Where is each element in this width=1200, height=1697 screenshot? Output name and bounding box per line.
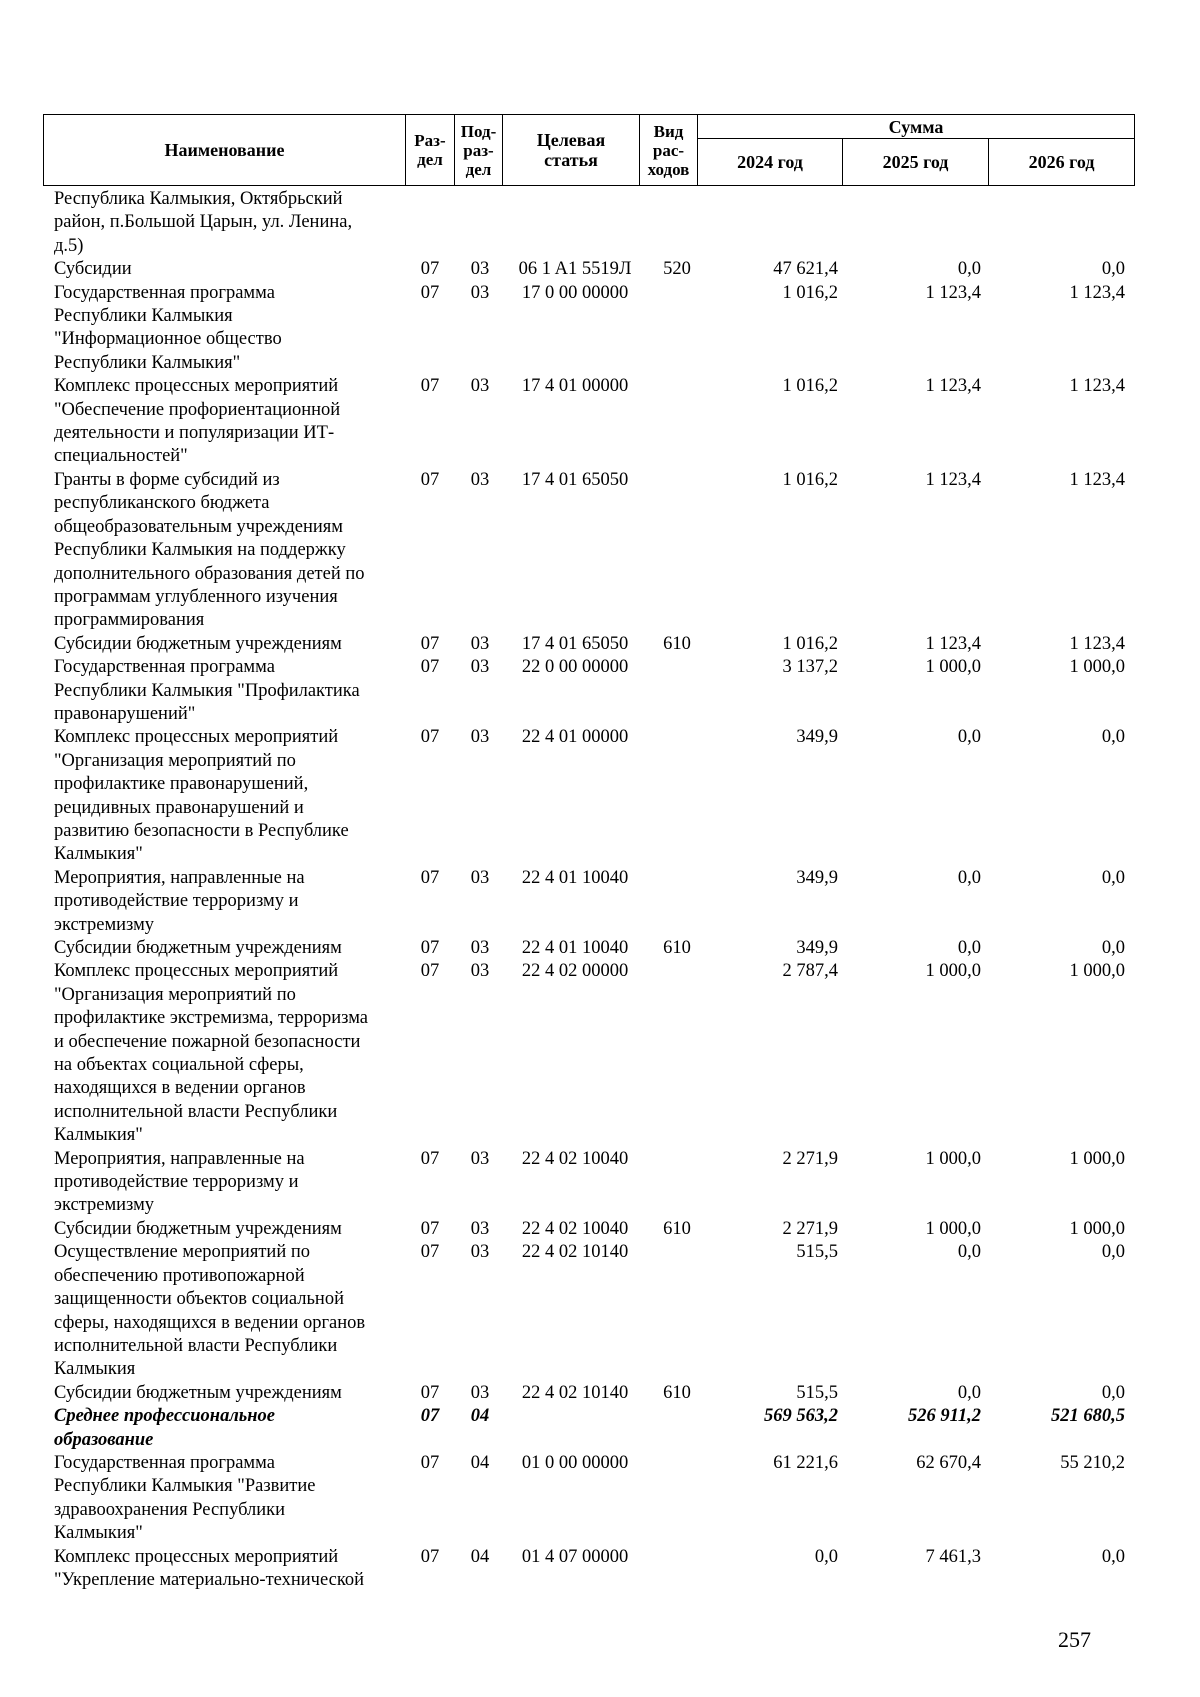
row-name-line: программам углубленного изучения [54,586,338,607]
row-name [54,1148,404,1218]
row-sum-2024: 0,0 [814,1546,838,1567]
row-podrazdel: 03 [470,657,490,678]
row-celevaya-statya: 22 4 02 10040 [521,1148,629,1169]
row-name-line: Субсидии бюджетным учреждениям [54,1382,342,1403]
row-name-line: Мероприятия, направленные на [54,1148,305,1169]
header-name: Наименование [44,115,406,186]
row-name [54,726,404,866]
row-podrazdel: 04 [470,1452,490,1473]
row-razdel: 07 [420,282,440,303]
row-name-line: "Обеспечение профориентационной [54,399,341,420]
row-sum-2025: 526 911,2 [908,1406,981,1427]
row-razdel: 07 [420,657,440,678]
row-razdel: 07 [420,961,440,982]
row-podrazdel: 03 [470,469,490,490]
table-row [0,188,1200,258]
row-name-line: экстремизму [54,914,155,935]
row-name-line: обеспечению противопожарной [54,1265,305,1286]
row-sum-2026: 1 000,0 [1069,961,1125,982]
row-sum-2025: 1 123,4 [925,633,981,654]
row-celevaya-statya: 17 4 01 65050 [521,633,629,654]
row-podrazdel: 03 [470,1242,490,1263]
table-body [0,188,1200,1592]
row-sum-2026: 1 123,4 [1069,633,1125,654]
header-2026: 2026 год [989,139,1135,186]
row-sum-2026: 1 123,4 [1069,282,1125,303]
row-vid-rashodov: 610 [663,1218,691,1239]
row-name-line: Субсидии бюджетным учреждениям [54,1218,342,1239]
row-sum-2025: 1 000,0 [925,1148,981,1169]
row-celevaya-statya: 17 4 01 00000 [521,376,629,397]
row-name-line: Республики Калмыкия [54,306,233,327]
row-podrazdel: 03 [470,961,490,982]
row-podrazdel: 03 [470,938,490,958]
row-name-line: сферы, находящихся в ведении органов [54,1312,366,1333]
row-sum-2026: 0,0 [1101,938,1125,958]
row-razdel: 07 [420,938,440,958]
row-podrazdel: 03 [470,727,490,748]
row-celevaya-statya: 22 4 02 10040 [521,1218,629,1239]
row-sum-2024: 3 137,2 [782,657,838,678]
row-sum-2025: 1 000,0 [925,961,981,982]
row-sum-2026: 0,0 [1101,1242,1125,1263]
table-row [0,1452,1200,1546]
row-sum-2026: 0,0 [1101,259,1125,280]
table-row [0,1218,1200,1241]
row-celevaya-statya: 22 4 01 10040 [521,867,629,888]
row-name [54,656,404,726]
row-name-line: дополнительного образования детей по [54,563,365,584]
row-name-line: Комплекс процессных мероприятий [54,1546,339,1567]
row-sum-2025: 62 670,4 [916,1452,981,1473]
row-razdel: 07 [420,259,440,280]
row-name-line: рецидивных правонарушений и [54,797,304,818]
row-name [54,1218,404,1241]
row-name-line: деятельности и популяризации ИТ- [54,423,335,444]
row-podrazdel: 03 [470,1148,490,1169]
row-name-line: исполнительной власти Республики [54,1101,338,1122]
row-sum-2026: 1 123,4 [1069,469,1125,490]
row-name-line: образование [54,1429,154,1450]
row-celevaya-statya: 01 4 07 00000 [521,1546,629,1567]
row-sum-2025: 1 000,0 [925,1218,981,1239]
table-header [43,114,1135,186]
row-name-line: Среднее профессиональное [54,1406,275,1427]
row-name-line: Республики Калмыкия "Профилактика [54,680,360,701]
row-celevaya-statya: 01 0 00 00000 [521,1452,629,1473]
header-celevaya-statya: Целевая статья [503,115,640,186]
header-razdel: Раз- дел [406,115,455,186]
row-name-line: "Укрепление материально-технической [54,1569,365,1590]
row-name-line: развитию безопасности в Республике [54,820,349,841]
row-name-line: профилактике правонарушений, [54,774,309,795]
row-name-line: Гранты в форме субсидий из [54,469,280,490]
table-row [0,1546,1200,1593]
row-podrazdel: 03 [470,1382,490,1403]
row-celevaya-statya: 22 4 02 00000 [521,961,629,982]
row-name-line: Республика Калмыкия, Октябрьский [54,189,343,209]
row-name-line: исполнительной власти Республики [54,1335,338,1356]
row-sum-2026: 1 123,4 [1069,376,1125,397]
row-name [54,282,404,376]
row-name [54,1546,404,1593]
table-row [0,633,1200,656]
table-row [0,656,1200,726]
row-razdel: 07 [420,1148,440,1169]
header-summa: Сумма [698,115,1135,139]
row-name-line: "Информационное общество [54,329,282,350]
row-name-line: профилактике экстремизма, терроризма [54,1008,369,1029]
row-podrazdel: 03 [470,376,490,397]
row-name [54,1452,404,1546]
row-razdel: 07 [420,1242,440,1263]
header-2025: 2025 год [843,139,989,186]
row-razdel: 07 [420,1452,440,1473]
row-name-line: Субсидии бюджетным учреждениям [54,633,342,654]
row-name [54,633,404,656]
row-sum-2025: 0,0 [957,1242,981,1263]
row-name-line: Государственная программа [54,282,275,303]
row-podrazdel: 03 [470,259,490,280]
row-sum-2025: 1 123,4 [925,282,981,303]
row-name-line: Республики Калмыкия на поддержку [54,540,346,561]
row-razdel: 07 [420,1382,440,1403]
row-celevaya-statya: 22 0 00 00000 [521,657,629,678]
row-sum-2024: 1 016,2 [782,376,838,397]
row-name-line: находящихся в ведении органов [54,1078,306,1099]
row-name-line: экстремизму [54,1195,155,1216]
row-razdel: 07 [420,633,440,654]
table-row [0,726,1200,866]
row-sum-2025: 0,0 [957,867,981,888]
row-sum-2025: 1 123,4 [925,469,981,490]
row-celevaya-statya: 17 0 00 00000 [521,282,629,303]
row-sum-2026: 1 000,0 [1069,1218,1125,1239]
row-razdel: 07 [420,867,440,888]
row-podrazdel: 03 [470,282,490,303]
row-name [54,937,404,960]
row-podrazdel: 03 [470,867,490,888]
row-name [54,1382,404,1405]
row-name-line: д.5) [54,235,84,256]
row-sum-2025: 0,0 [957,938,981,958]
row-name-line: Калмыкия [54,1359,136,1380]
row-sum-2024: 349,9 [796,727,838,748]
row-name-line: Калмыкия" [54,1125,143,1146]
row-razdel: 07 [420,376,440,397]
row-razdel: 07 [420,1546,440,1567]
row-name-line: республиканского бюджета [54,493,270,514]
row-name-line: на объектах социальной сферы, [54,1055,304,1076]
row-name-line: защищенности объектов социальной [54,1289,344,1310]
row-razdel: 07 [420,1218,440,1239]
row-vid-rashodov: 610 [663,1382,691,1403]
row-name-line: Государственная программа [54,657,275,678]
row-sum-2024: 1 016,2 [782,469,838,490]
table-row [0,375,1200,469]
header-vid-rashodov: Вид рас- ходов [640,115,698,186]
row-sum-2026: 55 210,2 [1060,1452,1125,1473]
row-name-line: противодействие терроризму и [54,891,299,912]
row-name-line: Мероприятия, направленные на [54,867,305,888]
row-vid-rashodov: 610 [663,633,691,654]
row-sum-2025: 0,0 [957,727,981,748]
row-name-line: "Организация мероприятий по [54,750,296,771]
row-name-line: Калмыкия" [54,844,143,865]
row-name-line: район, п.Большой Царын, ул. Ленина, [54,212,353,233]
row-name-line: Осуществление мероприятий по [54,1242,311,1263]
row-sum-2024: 1 016,2 [782,282,838,303]
table-row [0,867,1200,937]
row-celevaya-statya: 22 4 01 10040 [521,938,629,958]
row-name-line: Республики Калмыкия" [54,352,241,373]
row-sum-2025: 0,0 [957,259,981,280]
row-name-line: Республики Калмыкия "Развитие [54,1476,316,1497]
row-podrazdel: 03 [470,1218,490,1239]
row-name-line: специальностей" [54,446,188,467]
row-podrazdel: 04 [470,1546,490,1567]
row-name-line: Комплекс процессных мероприятий [54,727,339,748]
row-sum-2026: 521 680,5 [1051,1406,1125,1427]
header-2024: 2024 год [698,139,843,186]
row-name [54,258,404,281]
row-podrazdel: 03 [470,633,490,654]
row-name-line: программирования [54,610,205,631]
row-razdel: 07 [420,469,440,490]
row-name [54,1241,404,1381]
row-name-line: противодействие терроризму и [54,1172,299,1193]
header-podrazdel: Под- раз- дел [455,115,503,186]
row-sum-2024: 2 787,4 [782,961,838,982]
row-sum-2024: 515,5 [796,1382,838,1403]
table-row [0,1241,1200,1381]
row-name-line: Государственная программа [54,1452,275,1473]
row-name-line: и обеспечение пожарной безопасности [54,1031,361,1052]
page-number: 257 [1058,1627,1091,1652]
row-name [54,1405,404,1452]
table-row [0,1382,1200,1405]
table-row [0,937,1200,960]
row-celevaya-statya: 22 4 02 10140 [521,1382,629,1403]
row-sum-2025: 1 123,4 [925,376,981,397]
row-sum-2026: 1 000,0 [1069,1148,1125,1169]
row-sum-2024: 569 563,2 [764,1406,838,1427]
row-sum-2024: 349,9 [796,938,838,958]
row-podrazdel: 04 [470,1406,490,1427]
row-sum-2026: 0,0 [1101,1382,1125,1403]
row-name-line: здравоохранения Республики [54,1499,286,1520]
row-name-line: "Организация мероприятий по [54,984,296,1005]
row-celevaya-statya: 06 1 A1 5519Л [518,259,632,280]
row-name-line: Субсидии [54,259,132,280]
row-name [54,867,404,937]
row-sum-2024: 2 271,9 [782,1218,838,1239]
row-sum-2024: 515,5 [796,1242,838,1263]
row-sum-2024: 2 271,9 [782,1148,838,1169]
row-name-line: Комплекс процессных мероприятий [54,961,339,982]
row-sum-2024: 47 621,4 [773,259,838,280]
row-name-line: Субсидии бюджетным учреждениям [54,938,342,958]
row-sum-2026: 0,0 [1101,727,1125,748]
row-sum-2024: 1 016,2 [782,633,838,654]
row-name [54,469,404,633]
table-row [0,469,1200,633]
row-name [54,188,404,258]
row-name-line: Калмыкия" [54,1523,143,1544]
row-name-line: Комплекс процессных мероприятий [54,376,339,397]
row-sum-2025: 1 000,0 [925,657,981,678]
table-row [0,282,1200,376]
row-celevaya-statya: 22 4 01 00000 [521,727,629,748]
row-celevaya-statya: 22 4 02 10140 [521,1242,629,1263]
row-razdel: 07 [420,1406,440,1427]
row-sum-2024: 349,9 [796,867,838,888]
row-razdel: 07 [420,727,440,748]
row-sum-2026: 1 000,0 [1069,657,1125,678]
table-row [0,960,1200,1147]
row-name [54,375,404,469]
row-vid-rashodov: 520 [663,259,691,280]
row-name [54,960,404,1147]
row-sum-2025: 0,0 [957,1382,981,1403]
table-row [0,258,1200,281]
row-name-line: правонарушений" [54,703,196,724]
row-sum-2024: 61 221,6 [773,1452,838,1473]
row-sum-2025: 7 461,3 [925,1546,981,1567]
row-vid-rashodov: 610 [663,938,691,958]
table-row [0,1405,1200,1452]
row-celevaya-statya: 17 4 01 65050 [521,469,629,490]
table-row [0,1148,1200,1218]
row-sum-2026: 0,0 [1101,867,1125,888]
row-sum-2026: 0,0 [1101,1546,1125,1567]
row-name-line: общеобразовательным учреждениям [54,516,343,537]
